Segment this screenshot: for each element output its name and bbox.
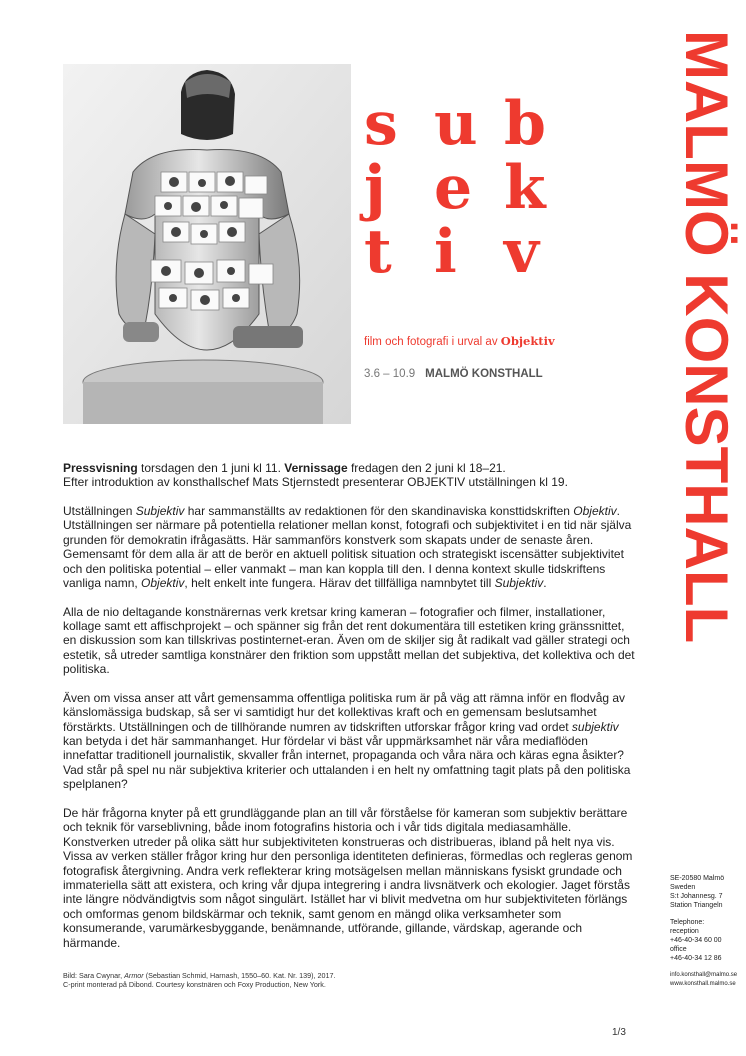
armor-artwork-image [63, 64, 351, 424]
title-letter: t [364, 217, 392, 287]
malmo-konsthall-logo: MALMÖ KONSTHALL [673, 30, 740, 644]
date-range: 3.6 – 10.9 [364, 368, 416, 380]
phone-line: reception [670, 928, 699, 935]
address-line: Station Triangeln [670, 902, 723, 909]
title-row [364, 89, 604, 159]
image-caption [63, 971, 503, 990]
web-block [670, 971, 742, 989]
title-row [364, 217, 604, 287]
intro-line: Efter introduktion av konsthallschef Mats Stjernstedt presenterar OBJEKTIV utställningen kl 19. [63, 475, 568, 490]
phone-line: office [670, 946, 687, 953]
address-line: S:t Johannesg. 7 [670, 893, 723, 900]
contact-info [670, 874, 742, 997]
press-release-body [63, 461, 638, 964]
paragraph-questions [63, 691, 638, 792]
email-link[interactable]: info.konsthall@malmo.se [670, 972, 738, 978]
exhibition-title [364, 89, 604, 287]
phone-block [670, 918, 742, 963]
text-span: . [543, 576, 547, 591]
paragraph-events [63, 461, 638, 490]
phone-line: +46-40-34 60 00 [670, 937, 722, 944]
website-link[interactable]: www.konsthall.malmo.se [670, 981, 736, 987]
vernissage-label: Vernissage [284, 461, 348, 475]
address-line: SE-20580 Malmö [670, 875, 725, 882]
title-letter: v [504, 217, 539, 287]
address-block [670, 874, 742, 910]
title-letter: b [504, 89, 546, 159]
text-span: Utställningen [63, 504, 136, 518]
caption-text: (Sebastian Schmid, Harnash, 1550–60. Kat. Nr. 139), 2017. [143, 971, 336, 980]
title-letter: i [434, 217, 457, 287]
title-letter: e [434, 153, 473, 223]
italic-title: Objektiv [141, 576, 185, 591]
title-letter: k [504, 153, 546, 223]
text-span: har sammanställts av redaktionen för den skandinaviska konsttidskriften [184, 504, 574, 518]
italic-title: Subjektiv [135, 504, 185, 518]
title-row [364, 153, 604, 223]
paragraph-intro [63, 504, 638, 590]
caption-credit: C-print monterad på Dibond. Courtesy konstnären och Foxy Production, New York. [63, 980, 326, 990]
subtitle-text: film och fotografi i urval av [364, 336, 498, 348]
title-letter: u [434, 89, 478, 159]
title-letter: j [364, 153, 386, 223]
phone-line: +46-40-34 12 86 [670, 955, 722, 962]
exhibition-subtitle [364, 334, 555, 348]
caption-artwork-title: Armor [124, 971, 144, 980]
venue-name: MALMÖ KONSTHALL [425, 368, 543, 380]
paragraph-artists: Alla de nio deltagande konstnärernas verk kretsar kring kameran – fotografier och filmer, installationer, kollage samt ett affischprojekt – och spänner sig från det rent dokumentära till estetiken kring gränssnittet, en diskussion som kan tillskrivas postinternet-eran. Även om de skiljer sig åt radikalt vad gäller strategi och estetik, så utreder samtliga konstnärer den friktion som uppstått mellan det subjektiva, det kollektiva och det politiska. [63, 604, 635, 677]
text-span: kan betyda i det här sammanhanget. Hur fördelar vi bäst vår uppmärksamhet när våra mediaflöden innefattar traditionell journalistik, skvaller från internet, propaganda och våra nära och käras egna åsikter? Vad står på spel nu när subjektiva kriterier och uttalanden i en helt ny omfattning tagit plats på den politiska spelplanen? [63, 734, 631, 792]
artwork-photo [63, 64, 351, 424]
italic-title: Subjektiv [494, 576, 544, 591]
italic-word: subjektiv [571, 719, 619, 734]
text-span: . Utställningen ser närmare på potentiella relationer mellan konst, fotografi och subjektivitet i en tid när själva grunden för demokratin ifrågasätts. Här sammanförs konstverk som skapats under de senaste åren. Gemensamt för dem alla är att de berör en aktuell politisk situation och strategiskt iscensätter subjektivitet och den politiska potential – eller vanmakt – man kan koppla till den. I denna kontext skulle tidskriftens vanliga namn, [63, 504, 632, 591]
address-line: Sweden [670, 884, 696, 891]
italic-title: Objektiv [573, 504, 617, 518]
paragraph-camera: De här frågorna knyter på ett grundläggande plan an till vår förståelse för kameran som subjektiv berättare och teknik för varseblivning, både inom fotografins historia och i vår tids digitala mediasamhälle. Konstverken utreder på olika sätt hur subjektiviteten konstrueras och distribueras, ibland på helt nya vis. Vissa av verken ställer frågor kring hur den personliga identiteten definieras, förmedlas och regleras genom fotografisk återgivning. Andra verk reflekterar kring motsägelsen mellan människans fysiskt grundade och immateriella sätt att existera, och kring vår djupa integrering i andra livsnätverk och ekologier. Jaget förstås inte längre nödvändigtvis som något singulärt. Istället har vi blivit medvetna om hur subjektiviteten förlängs och omformas genom bildskärmar och teknik, samt genom en mängd olika verksamheter som konsumerande, varumärkesbyggande, benämnande, utförande, gillande, värdskap, agerande och härmande. [63, 805, 633, 950]
press-text: torsdagen den 1 juni kl 11. [137, 461, 285, 475]
text-span: , helt enkelt inte fungera. Härav det tillfälliga namnbytet till [184, 576, 495, 591]
vernissage-text: fredagen den 2 juni kl 18–21. [347, 461, 506, 475]
press-label: Pressvisning [63, 461, 138, 475]
title-letter: s [364, 89, 398, 159]
exhibition-dates [364, 368, 543, 380]
phone-line: Telephone: [670, 919, 705, 926]
subtitle-brand: Objektiv [500, 334, 555, 348]
page-number: 1/3 [612, 1027, 626, 1038]
caption-text: Bild: Sara Cwynar, [63, 971, 125, 980]
text-span: Även om vissa anser att vårt gemensamma offentliga politiska rum är på väg att rämna inför en flodvåg av känslomässiga budskap, så ser vi samtidigt hur det kollektivas kraft och en gemensam beslutsamhet förstärkts. Utställningen och de tillhörande numren av tidskriften utforskar frågor kring vad ordet [63, 690, 626, 734]
